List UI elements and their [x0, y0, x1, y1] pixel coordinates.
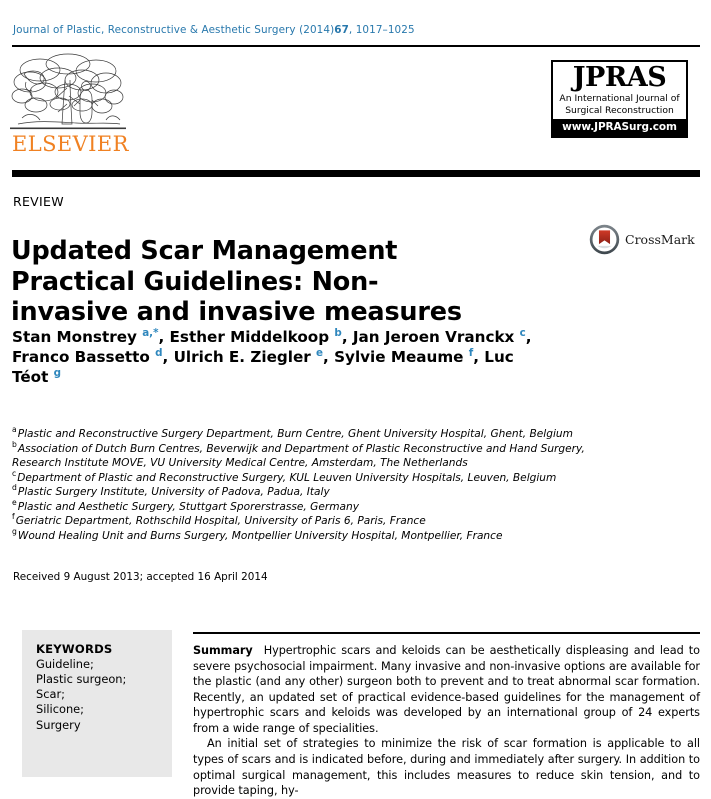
affiliation-text: Wound Healing Unit and Burns Surgery, Montpellier University Hospital, Montpellier, France [17, 529, 503, 542]
elsevier-logo [10, 52, 130, 156]
jpras-acronym: JPRAS [572, 62, 667, 93]
affiliation-marker: e [12, 497, 17, 507]
author-list: Stan Monstrey $^{a,*}$, Esther Middelkoop $^b$, Jan Jeroen Vranckx $^c$, Franco Bassetto $^d$, Ulrich E. Ziegler $^e$, Sylvie Meaume $^f$, Luc Téot $^g$ [12, 326, 532, 386]
affiliation-list [12, 427, 602, 543]
section-label: REVIEW [13, 194, 64, 209]
crossmark-badge[interactable] [589, 224, 695, 255]
logo-band [0, 52, 711, 167]
keywords-panel [22, 630, 172, 777]
jpras-logo [551, 60, 688, 138]
affiliation-item [12, 514, 602, 529]
abstract-top-rule [193, 632, 700, 634]
jpras-subtitle-line1: An International Journal of [559, 93, 680, 105]
masthead-rule [12, 170, 700, 177]
affiliation-text: Association of Dutch Burn Centres, Beverwijk and Department of Plastic Reconstructive and Hand Surgery, Research Institute MOVE, VU University Medical Centre, Amsterdam, The Netherlands [12, 442, 585, 469]
affiliation-text: Geriatric Department, Rothschild Hospital, University of Paris 6, Paris, France [15, 515, 426, 527]
affiliation-item [12, 468, 602, 486]
abstract-paragraph-1 [193, 643, 700, 736]
affiliation-marker: d [12, 483, 17, 493]
page-title: Updated Scar Management Practical Guidelines: Non-invasive and invasive measures [11, 236, 462, 328]
elsevier-wordmark: ELSEVIER [12, 132, 129, 156]
article-history: Received 9 August 2013; accepted 16 April 2014 [13, 571, 268, 583]
keywords-list [36, 657, 172, 733]
keywords-heading: KEYWORDS [36, 642, 113, 656]
abstract-paragraph-1-text: Hypertrophic scars and keloids can be aesthetically displeasing and lead to severe psychosocial impairment. Many invasive and non-invasive options are available for the plastic (and any other) surgeon both to prevent and to treat abnormal scar formation. Recently, an updated set of practical evidence-based guidelines for the management of hypertrophic scars and keloids was developed by an international group of 24 experts from a wide range of specialities. [193, 644, 700, 735]
affiliation-marker: c [12, 468, 17, 478]
affiliation-item [12, 485, 602, 500]
header-divider-rule [12, 45, 700, 47]
jpras-subtitle-line2: Surgical Reconstruction [565, 104, 674, 116]
affiliation-item [12, 497, 602, 515]
running-head-journal: Journal of Plastic, Reconstructive & Aesthetic Surgery (2014) [13, 24, 335, 36]
keyword-item: Scar; [36, 687, 65, 702]
affiliation-item [12, 526, 602, 544]
abstract-label: Summary [193, 644, 253, 657]
affiliation-text: Plastic and Reconstructive Surgery Department, Burn Centre, Ghent University Hospital, Ghent, Belgium [17, 428, 573, 440]
affiliation-marker: a [12, 425, 17, 435]
running-head [13, 24, 415, 36]
affiliation-marker: g [12, 526, 17, 536]
affiliation-marker: f [12, 512, 15, 522]
keyword-item: Silicone; [36, 702, 85, 717]
affiliation-text: Plastic Surgery Institute, University of Padova, Padua, Italy [17, 486, 330, 498]
abstract-panel [193, 632, 700, 799]
keyword-item: Plastic surgeon; [36, 672, 127, 687]
jpras-subtitle [553, 92, 686, 118]
keyword-item: Surgery [36, 717, 81, 732]
crossmark-icon [589, 224, 620, 255]
keyword-item: Guideline; [36, 657, 94, 671]
running-head-volume: 67 [334, 24, 349, 36]
affiliation-item [12, 439, 602, 471]
affiliation-text: Department of Plastic and Reconstructive Surgery, KUL Leuven University Hospitals, Leuven, Belgium [17, 471, 557, 484]
affiliation-text: Plastic and Aesthetic Surgery, Stuttgart Sporerstrasse, Germany [17, 500, 360, 513]
crossmark-label: CrossMark [625, 232, 695, 247]
running-head-pages: , 1017–1025 [348, 24, 415, 36]
affiliation-marker: b [12, 439, 17, 449]
abstract-paragraph-2: An initial set of strategies to minimize the risk of scar formation is applicable to all types of scars and is indicated before, during and immediately after surgery. In addition to optimal surgical management, this includes measures to reduce skin tension, and to provide taping, hy- [193, 737, 700, 798]
jpras-url[interactable]: www.JPRASurg.com [553, 119, 686, 136]
affiliation-item [12, 427, 602, 442]
elsevier-tree-icon [10, 52, 126, 134]
abstract-body [193, 643, 700, 799]
